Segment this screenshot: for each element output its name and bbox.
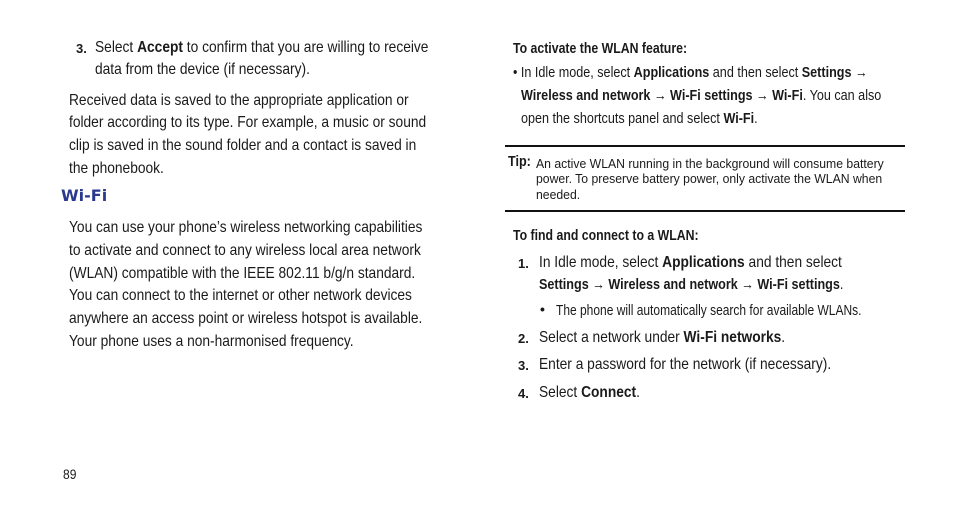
wifi-para-line-5: anywhere an access point or wireless hotspot is available.	[69, 310, 423, 327]
find-step-3: Enter a password for the network (if necessary).	[539, 356, 832, 373]
find-heading: To find and connect to a WLAN:	[513, 227, 699, 244]
text: open the shortcuts panel and select	[521, 110, 724, 127]
tip-line-2: power. To preserve battery power, only activate the WLAN when	[536, 171, 883, 186]
text: .	[636, 384, 640, 401]
find-step-1-line-2	[539, 276, 843, 293]
applications-term: Applications	[662, 254, 745, 271]
arrow: →	[752, 87, 773, 104]
wifi-settings-term: Wi-Fi settings	[757, 276, 840, 293]
wifi-networks-term: Wi-Fi networks	[683, 329, 782, 346]
step-number: 3.	[518, 358, 529, 373]
activate-heading: To activate the WLAN feature:	[513, 40, 688, 57]
accept-term: Accept	[137, 39, 183, 56]
received-line-3: clip is saved in the sound folder and a contact is saved in	[69, 137, 417, 154]
connect-term: Connect	[581, 384, 637, 401]
step-3-line-1	[95, 37, 428, 59]
received-line-2: folder according to its type. For example, a music or sound	[69, 114, 427, 131]
tip-label: Tip:	[508, 153, 531, 170]
applications-term: Applications	[633, 64, 710, 81]
tip-top-rule	[505, 145, 905, 147]
wifi-heading: Wi-Fi	[61, 186, 108, 205]
find-step-2	[539, 327, 785, 349]
wifi-term: Wi-Fi	[723, 110, 755, 127]
tip-line-1: An active WLAN running in the background will consume battery	[536, 156, 884, 171]
settings-term: Settings	[801, 64, 852, 81]
wifi-para-line-4: You can connect to the internet or other network devices	[69, 287, 412, 304]
arrow: →	[588, 276, 609, 293]
find-step-4	[539, 382, 640, 404]
wifi-para-line-6: Your phone uses a non-harmonised frequency.	[69, 333, 354, 350]
arrow: →	[650, 87, 671, 104]
wifi-settings-term: Wi-Fi settings	[670, 87, 753, 104]
page-number: 89	[63, 466, 77, 482]
activate-line-3	[521, 110, 758, 127]
text: .	[839, 276, 844, 293]
text: .	[781, 329, 786, 346]
activate-line-2	[521, 87, 881, 104]
text: • In Idle mode, select	[513, 64, 634, 81]
text: Select a network under	[539, 329, 684, 346]
wireless-network-term: Wireless and network	[608, 276, 738, 293]
text: Select	[95, 39, 138, 56]
bullet-text: The phone will automatically search for available WLANs.	[556, 302, 862, 319]
step-number: 4.	[518, 386, 529, 401]
step-number: 3.	[76, 41, 87, 56]
bullet-icon: •	[540, 301, 545, 317]
text: and then select	[744, 254, 842, 271]
text: .	[754, 110, 758, 127]
tip-line-3: needed.	[536, 187, 581, 202]
tip-bottom-rule	[505, 210, 905, 212]
wifi-para-line-2: to activate and connect to any wireless local area network	[69, 242, 421, 259]
text: . You can also	[802, 87, 882, 104]
activate-line-1	[513, 64, 868, 81]
wifi-term: Wi-Fi	[772, 87, 803, 104]
text: to confirm that you are willing to receive	[182, 39, 429, 56]
step-number: 2.	[518, 331, 529, 346]
received-line-4: the phonebook.	[69, 160, 164, 177]
text: Select	[539, 384, 582, 401]
arrow: →	[851, 64, 868, 81]
wifi-para-line-3: (WLAN) compatible with the IEEE 802.11 b/g/n standard.	[69, 265, 416, 282]
step-3-line-2: data from the device (if necessary).	[95, 61, 310, 78]
find-step-1-line-1	[539, 252, 842, 274]
wifi-para-line-1: You can use your phone’s wireless networking capabilities	[69, 219, 423, 236]
text: and then select	[709, 64, 802, 81]
step-number: 1.	[518, 256, 529, 271]
arrow: →	[737, 276, 758, 293]
settings-term: Settings	[539, 276, 589, 293]
text: In Idle mode, select	[539, 254, 663, 271]
received-line-1: Received data is saved to the appropriate application or	[69, 92, 409, 109]
wireless-network-term: Wireless and network	[521, 87, 651, 104]
